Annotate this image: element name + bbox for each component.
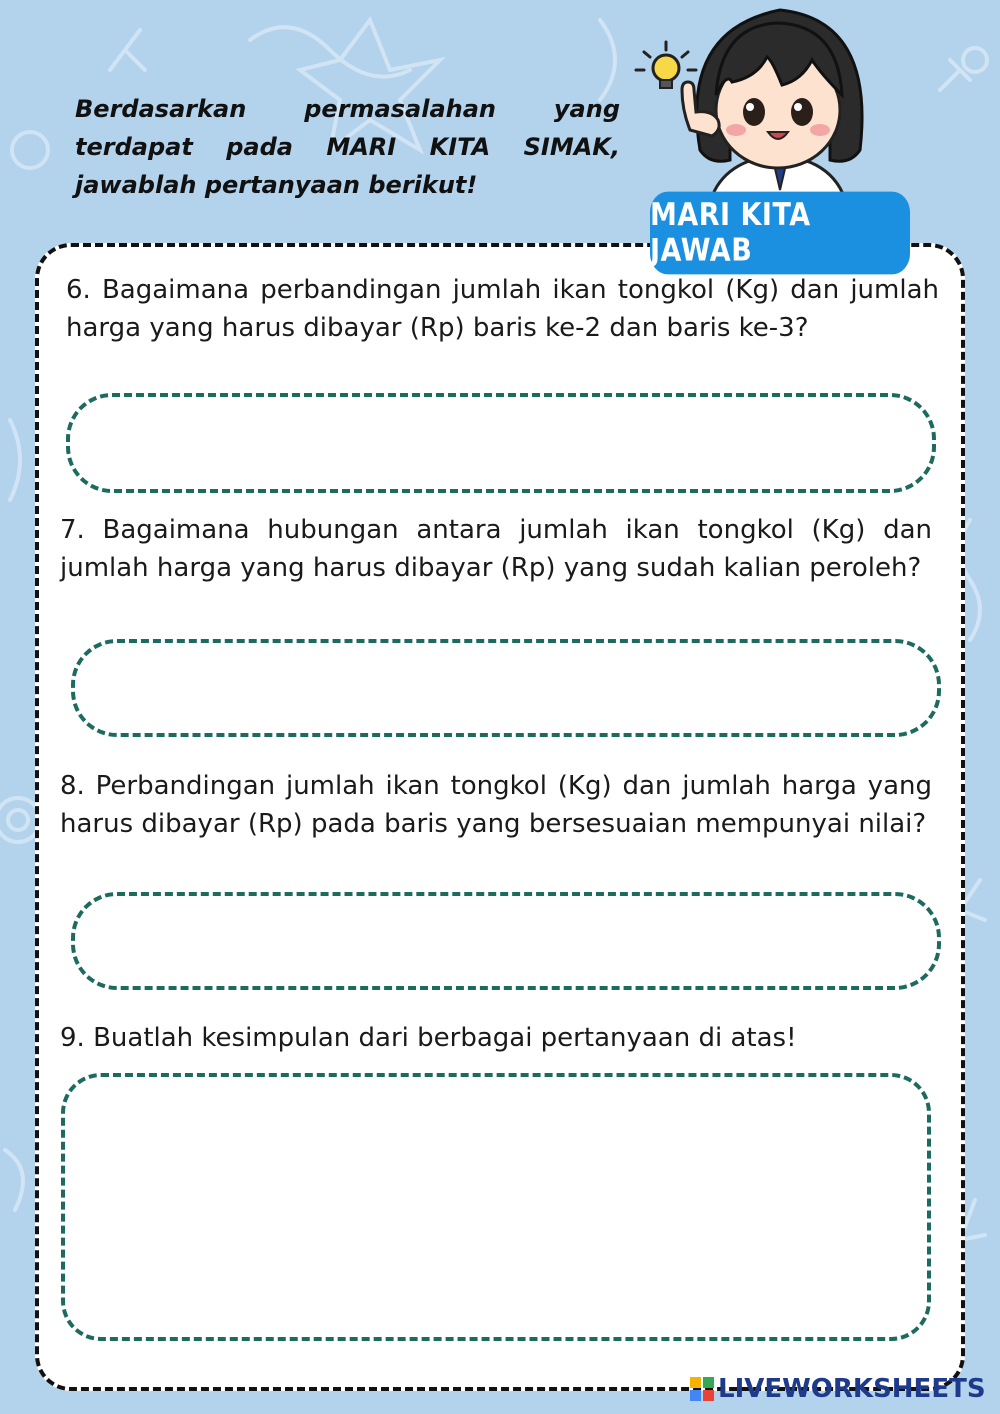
answer-box-9[interactable]: [61, 1073, 931, 1341]
mari-kita-jawab-badge: MARI KITA JAWAB: [650, 192, 910, 275]
answer-box-8[interactable]: [71, 892, 941, 990]
student-mascot: [628, 0, 898, 210]
question-6: 6. Bagaimana perbandingan jumlah ikan tongkol (Kg) dan jumlah harga yang harus dibayar (Rp) baris ke-2 dan baris ke-3?: [66, 275, 939, 343]
liveworksheets-branding: [690, 1372, 986, 1406]
liveworksheets-logo-icon: [690, 1377, 714, 1401]
question-8: 8. Perbandingan jumlah ikan tongkol (Kg) dan jumlah harga yang harus dibayar (Rp) pada baris yang bersesuaian mempunyai nilai?: [60, 771, 932, 839]
answer-box-6[interactable]: [66, 393, 936, 493]
answer-box-7[interactable]: [71, 639, 941, 737]
question-9: 9. Buatlah kesimpulan dari berbagai pertanyaan di atas!: [60, 1023, 797, 1053]
question-7: 7. Bagaimana hubungan antara jumlah ikan tongkol (Kg) dan jumlah harga yang harus dibayar (Rp) yang sudah kalian peroleh?: [60, 515, 932, 583]
intro-instruction: Berdasarkan permasalahan yang terdapat pada MARI KITA SIMAK, jawablah pertanyaan berikut!: [75, 95, 620, 199]
liveworksheets-text: LIVEWORKSHEETS: [718, 1374, 986, 1404]
question-card: [35, 243, 965, 1391]
